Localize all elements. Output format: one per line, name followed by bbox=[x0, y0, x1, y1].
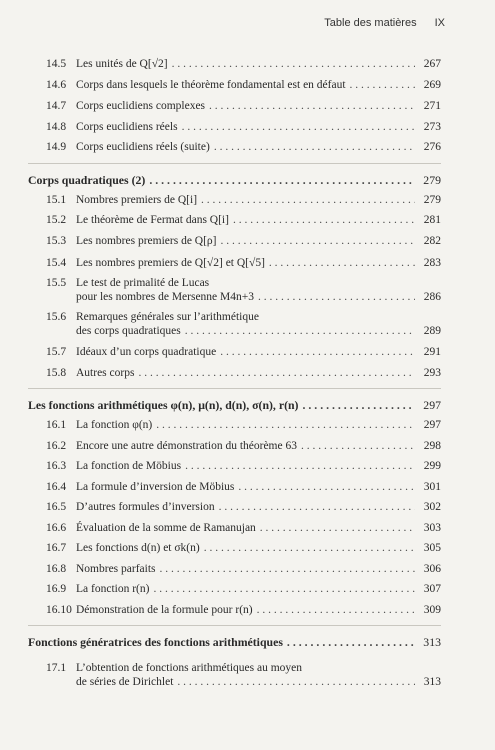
toc-entry bbox=[46, 366, 441, 381]
header-page-number: IX bbox=[434, 17, 445, 29]
section-title: Autres corps bbox=[76, 367, 135, 379]
page-number: 297 bbox=[423, 398, 441, 412]
section-number: 15.1 bbox=[46, 194, 67, 206]
page-number: 302 bbox=[423, 501, 441, 513]
section-number: 16.9 bbox=[46, 583, 67, 595]
section-title: La formule d’inversion de Möbius bbox=[76, 481, 235, 493]
toc-entry bbox=[46, 234, 441, 249]
section-title: pour les nombres de Mersenne M4n+3 bbox=[76, 291, 254, 303]
section-number: 16.1 bbox=[46, 419, 67, 431]
section-number: 14.6 bbox=[46, 79, 67, 91]
page-number: 276 bbox=[423, 141, 441, 153]
toc-entry bbox=[46, 439, 441, 454]
page-number: 293 bbox=[423, 367, 441, 379]
section-number: 16.10 bbox=[46, 604, 72, 616]
header-title: Table des matières bbox=[324, 17, 417, 29]
section-title: Démonstration de la formule pour r(n) bbox=[76, 604, 253, 616]
page-number: 273 bbox=[423, 121, 441, 133]
page-number: 303 bbox=[423, 522, 441, 534]
toc-entry bbox=[46, 480, 441, 495]
page-number: 301 bbox=[423, 481, 441, 493]
page-number: 298 bbox=[423, 440, 441, 452]
section-number: 14.5 bbox=[46, 58, 67, 70]
toc-entry bbox=[46, 140, 441, 155]
page-number: 281 bbox=[423, 214, 441, 226]
chapter-title: Fonctions génératrices des fonctions arithmétiques bbox=[28, 635, 283, 649]
leader-dots bbox=[160, 562, 415, 577]
section-number: 15.6 bbox=[46, 311, 67, 323]
running-header bbox=[324, 17, 445, 29]
section-number: 16.3 bbox=[46, 460, 67, 472]
page-number: 289 bbox=[423, 325, 441, 337]
page-number: 267 bbox=[423, 58, 441, 70]
section-title: D’autres formules d’inversion bbox=[76, 501, 215, 513]
page-number: 279 bbox=[423, 173, 441, 187]
leader-dots bbox=[233, 213, 415, 228]
leader-dots bbox=[238, 480, 415, 495]
page-number: 309 bbox=[423, 604, 441, 616]
leader-dots bbox=[303, 398, 416, 413]
section-title: Corps euclidiens complexes bbox=[76, 100, 206, 112]
page-number: 299 bbox=[423, 460, 441, 472]
toc-entry bbox=[46, 521, 441, 536]
page-number: 313 bbox=[423, 676, 441, 688]
leader-dots bbox=[182, 120, 415, 135]
section-title: Le théorème de Fermat dans Q[i] bbox=[76, 214, 229, 226]
section-title: des corps quadratiques bbox=[76, 325, 181, 337]
section-number: 16.2 bbox=[46, 440, 67, 452]
section-title-first-line: L’obtention de fonctions arithmétiques au moyen bbox=[76, 662, 303, 674]
section-number: 16.8 bbox=[46, 563, 67, 575]
page-number: 271 bbox=[423, 100, 441, 112]
leader-dots bbox=[258, 290, 415, 305]
leader-dots bbox=[138, 366, 415, 381]
chapter-entry bbox=[28, 635, 441, 650]
section-title: La fonction r(n) bbox=[76, 583, 150, 595]
page-number: 282 bbox=[423, 235, 441, 247]
toc-entry bbox=[46, 78, 441, 93]
toc-entry bbox=[46, 120, 441, 135]
leader-dots bbox=[287, 635, 415, 650]
section-title: Encore une autre démonstration du théorème 63 bbox=[76, 440, 297, 452]
page-number: 279 bbox=[423, 194, 441, 206]
section-number: 14.7 bbox=[46, 100, 67, 112]
section-number: 14.9 bbox=[46, 141, 67, 153]
toc-entry bbox=[46, 418, 441, 433]
leader-dots bbox=[219, 500, 415, 515]
leader-dots bbox=[149, 173, 415, 188]
leader-dots bbox=[350, 78, 415, 93]
section-number: 15.8 bbox=[46, 367, 67, 379]
chapter-entry bbox=[28, 173, 441, 188]
chapter-divider bbox=[28, 625, 441, 626]
section-title: Corps euclidiens réels (suite) bbox=[76, 141, 210, 153]
section-title-first-line: Le test de primalité de Lucas bbox=[76, 277, 210, 289]
section-number: 15.3 bbox=[46, 235, 67, 247]
section-number: 15.2 bbox=[46, 214, 67, 226]
section-number: 14.8 bbox=[46, 121, 67, 133]
section-title: Corps dans lesquels le théorème fondamental est en défaut bbox=[76, 79, 346, 91]
section-number: 16.5 bbox=[46, 501, 67, 513]
leader-dots bbox=[221, 234, 416, 249]
page-number: 313 bbox=[423, 635, 441, 649]
page-number: 307 bbox=[423, 583, 441, 595]
section-number: 15.5 bbox=[46, 277, 67, 289]
toc-entry bbox=[46, 562, 441, 577]
leader-dots bbox=[220, 345, 415, 360]
leader-dots bbox=[209, 99, 415, 114]
section-number: 15.4 bbox=[46, 257, 67, 269]
toc-entry bbox=[46, 193, 441, 208]
toc-entry bbox=[46, 256, 441, 271]
toc-entry bbox=[46, 213, 441, 228]
section-title: de séries de Dirichlet bbox=[76, 676, 174, 688]
toc-entry bbox=[46, 57, 441, 72]
leader-dots bbox=[177, 675, 415, 690]
section-number: 15.7 bbox=[46, 346, 67, 358]
toc-entry bbox=[46, 541, 441, 556]
leader-dots bbox=[260, 521, 415, 536]
chapter-divider bbox=[28, 388, 441, 389]
page-number: 297 bbox=[423, 419, 441, 431]
page-number: 283 bbox=[423, 257, 441, 269]
section-title: Corps euclidiens réels bbox=[76, 121, 178, 133]
section-title-first-line: Remarques générales sur l’arithmétique bbox=[76, 311, 259, 323]
section-title: Nombres premiers de Q[i] bbox=[76, 194, 198, 206]
leader-dots bbox=[301, 439, 415, 454]
page-number: 286 bbox=[423, 291, 441, 303]
section-title: Nombres parfaits bbox=[76, 563, 156, 575]
section-number: 16.4 bbox=[46, 481, 67, 493]
toc-entry bbox=[46, 603, 441, 618]
section-title: Les unités de Q[√2] bbox=[76, 58, 168, 70]
section-number: 16.6 bbox=[46, 522, 67, 534]
leader-dots bbox=[156, 418, 415, 433]
leader-dots bbox=[201, 193, 415, 208]
chapter-title: Corps quadratiques (2) bbox=[28, 173, 146, 187]
leader-dots bbox=[153, 582, 415, 597]
chapter-entry bbox=[28, 398, 441, 413]
section-title: Les fonctions d(n) et σk(n) bbox=[76, 542, 200, 554]
section-title: Évaluation de la somme de Ramanujan bbox=[76, 522, 256, 534]
section-title: Les nombres premiers de Q[√2] et Q[√5] bbox=[76, 257, 265, 269]
leader-dots bbox=[204, 541, 415, 556]
page-number: 305 bbox=[423, 542, 441, 554]
leader-dots bbox=[214, 140, 415, 155]
toc-entry bbox=[46, 459, 441, 474]
section-title: La fonction de Möbius bbox=[76, 460, 182, 472]
page-number: 269 bbox=[423, 79, 441, 91]
toc-entry bbox=[46, 582, 441, 597]
leader-dots bbox=[257, 603, 415, 618]
section-title: La fonction φ(n) bbox=[76, 419, 153, 431]
leader-dots bbox=[172, 57, 415, 72]
toc-entry bbox=[46, 345, 441, 360]
toc-entry bbox=[46, 500, 441, 515]
chapter-title: Les fonctions arithmétiques φ(n), μ(n), d(n), σ(n), r(n) bbox=[28, 398, 299, 412]
leader-dots bbox=[269, 256, 415, 271]
section-title: Les nombres premiers de Q[ρ] bbox=[76, 235, 217, 247]
page-number: 306 bbox=[423, 563, 441, 575]
section-title: Idéaux d’un corps quadratique bbox=[76, 346, 217, 358]
section-number: 16.7 bbox=[46, 542, 67, 554]
leader-dots bbox=[185, 459, 415, 474]
chapter-divider bbox=[28, 163, 441, 164]
toc-entry bbox=[46, 99, 441, 114]
page-number: 291 bbox=[423, 346, 441, 358]
section-number: 17.1 bbox=[46, 662, 67, 674]
leader-dots bbox=[185, 324, 415, 339]
